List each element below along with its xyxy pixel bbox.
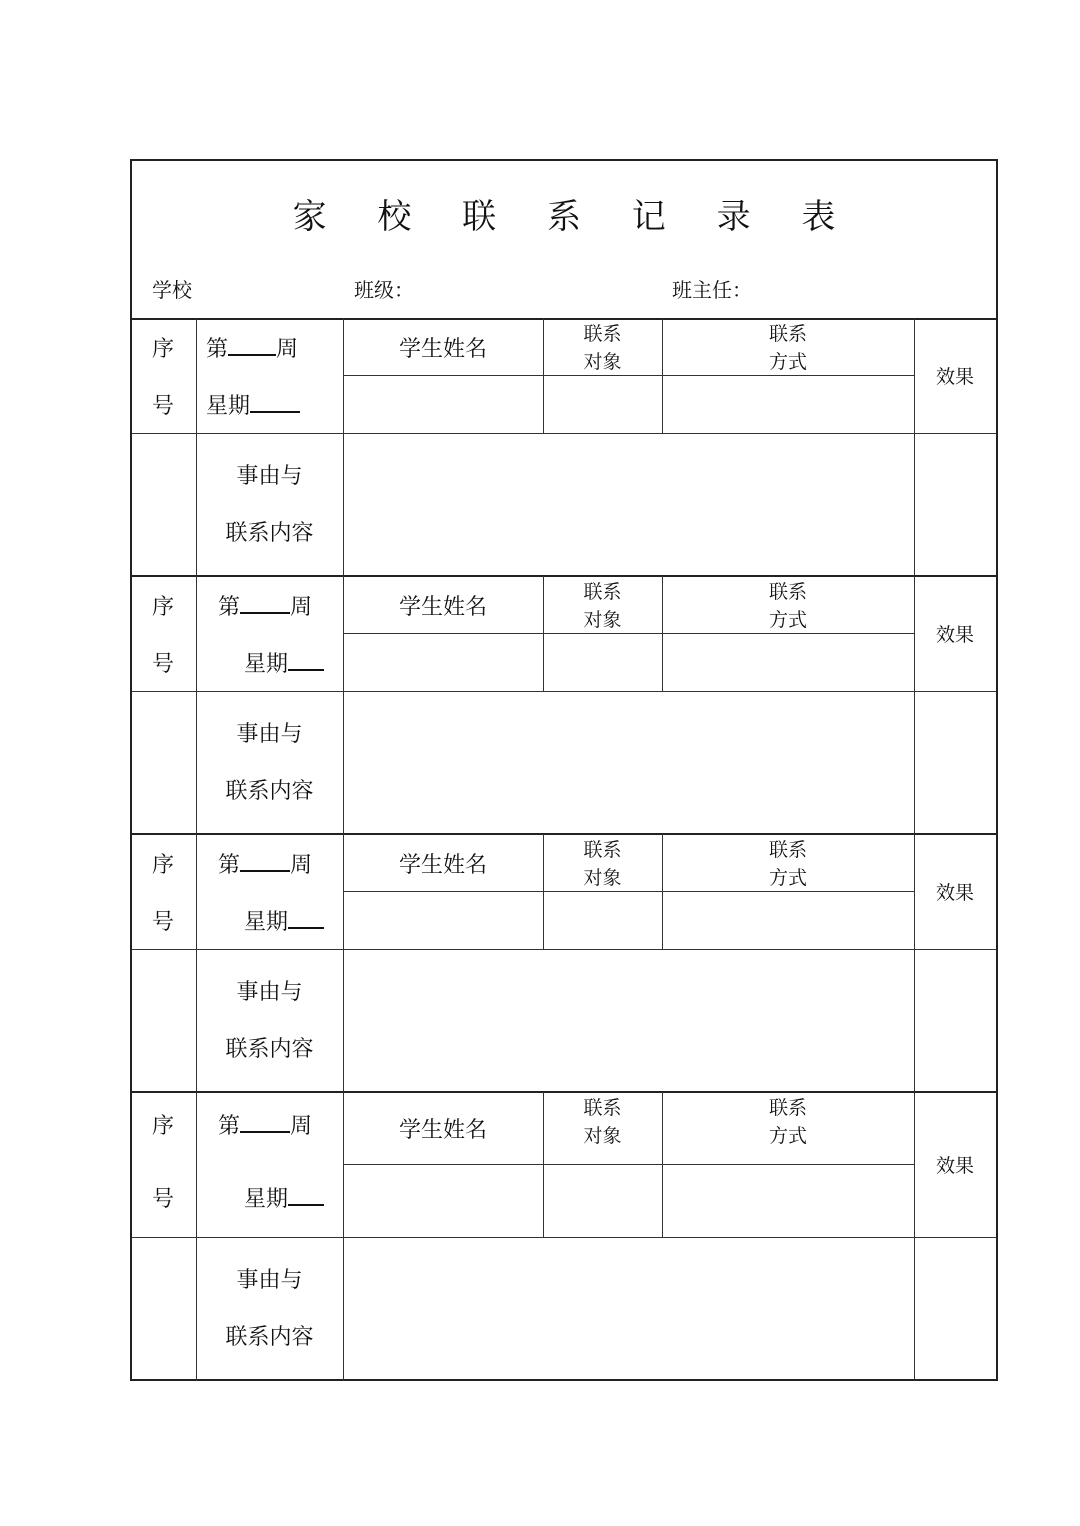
seq-label-bottom: 号 bbox=[152, 652, 175, 677]
weekday-label: 星期 bbox=[244, 652, 289, 677]
reason-label-2: 联系内容 bbox=[225, 521, 314, 546]
class-label: 班级： bbox=[354, 278, 414, 302]
block-divider bbox=[132, 575, 996, 577]
student-name-input[interactable] bbox=[343, 375, 543, 433]
record-block bbox=[132, 1092, 996, 1381]
week-suffix: 周 bbox=[290, 853, 313, 878]
reason-label-1: 事由与 bbox=[236, 1268, 303, 1293]
contact-method-label: 联系 方式 bbox=[768, 1097, 807, 1147]
block-divider bbox=[132, 833, 996, 835]
contact-record-form bbox=[130, 159, 998, 1381]
contact-target-label: 联系 对象 bbox=[583, 581, 622, 631]
week-prefix: 第 bbox=[206, 337, 229, 362]
contact-method-label: 联系 方式 bbox=[768, 581, 807, 631]
student-name-input[interactable] bbox=[343, 633, 543, 691]
weekday-blank[interactable] bbox=[250, 393, 300, 413]
record-block bbox=[132, 576, 996, 834]
reason-label-2: 联系内容 bbox=[225, 779, 314, 804]
effect-label: 效果 bbox=[935, 624, 974, 646]
effect-input[interactable] bbox=[914, 318, 996, 576]
effect-input[interactable] bbox=[914, 834, 996, 1092]
weekday-field[interactable] bbox=[244, 1182, 324, 1213]
form-title: 家 校 联 系 记 录 表 bbox=[292, 197, 856, 237]
student-name-label: 学生姓名 bbox=[398, 853, 487, 878]
effect-input[interactable] bbox=[914, 576, 996, 834]
weekday-label: 星期 bbox=[244, 1187, 289, 1212]
seq-label-top: 序 bbox=[152, 337, 175, 362]
contact-method-label: 联系 方式 bbox=[768, 839, 807, 889]
student-name-input[interactable] bbox=[343, 891, 543, 949]
week-field[interactable] bbox=[218, 590, 312, 621]
seq-label-bottom: 号 bbox=[152, 910, 175, 935]
week-blank[interactable] bbox=[240, 852, 290, 872]
student-name-label: 学生姓名 bbox=[398, 337, 487, 362]
teacher-label: 班主任： bbox=[672, 278, 752, 302]
effect-label: 效果 bbox=[935, 1155, 974, 1177]
contact-content-input[interactable] bbox=[343, 691, 914, 834]
form-header bbox=[132, 161, 996, 320]
week-field[interactable] bbox=[218, 1109, 312, 1140]
week-prefix: 第 bbox=[218, 595, 241, 620]
reason-label-2: 联系内容 bbox=[225, 1037, 314, 1062]
week-field[interactable] bbox=[218, 848, 312, 879]
contact-target-label: 联系 对象 bbox=[583, 323, 622, 373]
seq-label-bottom: 号 bbox=[152, 394, 175, 419]
contact-target-label: 联系 对象 bbox=[583, 1097, 622, 1147]
effect-label: 效果 bbox=[935, 366, 974, 388]
student-name-input[interactable] bbox=[343, 1164, 543, 1237]
weekday-label: 星期 bbox=[206, 394, 251, 419]
seq-input[interactable] bbox=[132, 433, 196, 576]
block-divider bbox=[132, 1091, 996, 1093]
weekday-blank[interactable] bbox=[288, 909, 324, 929]
contact-method-input[interactable] bbox=[662, 1164, 914, 1237]
seq-label-bottom: 号 bbox=[152, 1187, 175, 1212]
contact-target-input[interactable] bbox=[543, 891, 662, 949]
weekday-field[interactable] bbox=[244, 647, 324, 678]
student-name-label: 学生姓名 bbox=[398, 1118, 487, 1143]
seq-label-top: 序 bbox=[152, 853, 175, 878]
record-block bbox=[132, 834, 996, 1092]
student-name-label: 学生姓名 bbox=[398, 595, 487, 620]
week-blank[interactable] bbox=[228, 336, 276, 356]
effect-input[interactable] bbox=[914, 1092, 996, 1381]
weekday-blank[interactable] bbox=[288, 1186, 324, 1206]
week-prefix: 第 bbox=[218, 853, 241, 878]
contact-method-input[interactable] bbox=[662, 891, 914, 949]
seq-input[interactable] bbox=[132, 1237, 196, 1381]
contact-target-input[interactable] bbox=[543, 633, 662, 691]
effect-label: 效果 bbox=[935, 882, 974, 904]
weekday-field[interactable] bbox=[244, 905, 324, 936]
week-suffix: 周 bbox=[290, 595, 313, 620]
contact-content-input[interactable] bbox=[343, 1237, 914, 1381]
week-blank[interactable] bbox=[240, 594, 290, 614]
contact-content-input[interactable] bbox=[343, 433, 914, 576]
reason-label-1: 事由与 bbox=[236, 980, 303, 1005]
seq-label-top: 序 bbox=[152, 1114, 175, 1139]
reason-label-1: 事由与 bbox=[236, 722, 303, 747]
contact-method-label: 联系 方式 bbox=[768, 323, 807, 373]
weekday-blank[interactable] bbox=[288, 651, 324, 671]
contact-content-input[interactable] bbox=[343, 949, 914, 1092]
contact-target-label: 联系 对象 bbox=[583, 839, 622, 889]
contact-method-input[interactable] bbox=[662, 633, 914, 691]
seq-input[interactable] bbox=[132, 691, 196, 834]
school-label: 学校 bbox=[152, 278, 192, 302]
week-suffix: 周 bbox=[290, 1114, 313, 1139]
week-suffix: 周 bbox=[276, 337, 299, 362]
contact-target-input[interactable] bbox=[543, 375, 662, 433]
weekday-field[interactable] bbox=[206, 389, 300, 420]
contact-target-input[interactable] bbox=[543, 1164, 662, 1237]
weekday-label: 星期 bbox=[244, 910, 289, 935]
seq-label-top: 序 bbox=[152, 595, 175, 620]
reason-label-2: 联系内容 bbox=[225, 1325, 314, 1350]
seq-input[interactable] bbox=[132, 949, 196, 1092]
record-block bbox=[132, 318, 996, 576]
week-field[interactable] bbox=[206, 332, 298, 363]
reason-label-1: 事由与 bbox=[236, 464, 303, 489]
week-blank[interactable] bbox=[240, 1113, 290, 1133]
week-prefix: 第 bbox=[218, 1114, 241, 1139]
contact-method-input[interactable] bbox=[662, 375, 914, 433]
